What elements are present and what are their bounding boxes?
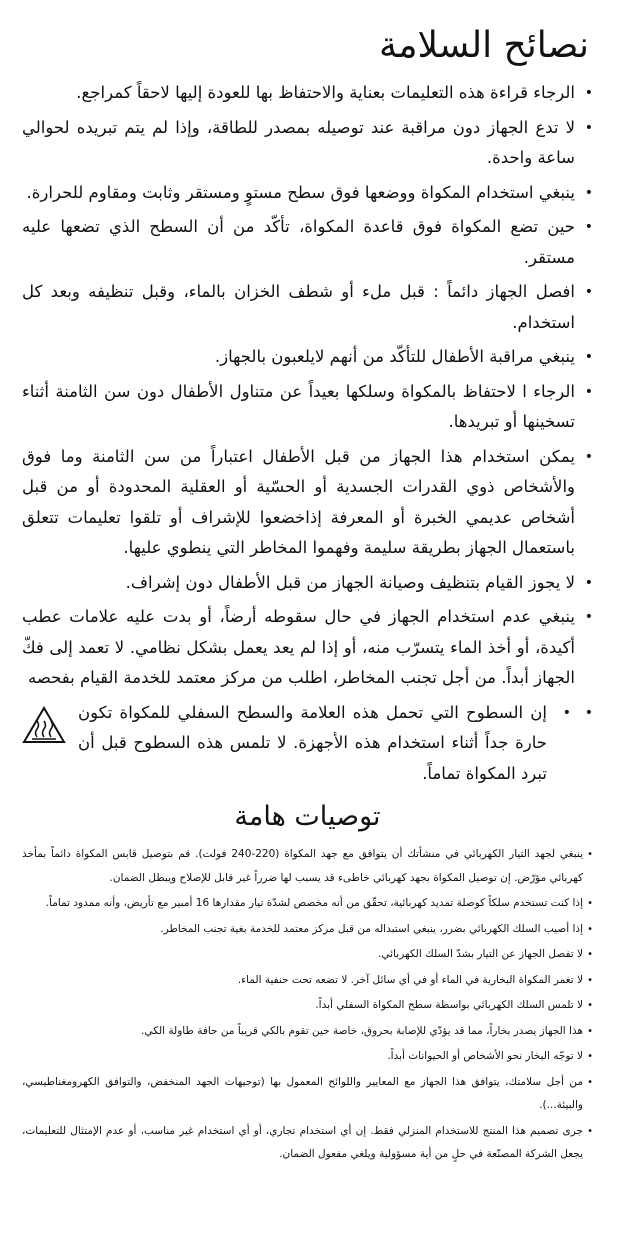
recommendation-item: • لا تلمس السلك الكهربائي بواسطة سطح المكواة السفلي أبداً. [22, 994, 593, 1018]
recommendation-item: • لا تغمر المكواة البخارية في الماء أو في أي سائل آخر. لا تضعه تحت حنفية الماء. [22, 969, 593, 993]
safety-item: • الرجاء قراءة هذه التعليمات بعناية والاحتفاظ بها للعودة إليها لاحقاً كمراجع. [22, 78, 593, 109]
safety-item: • يمكن استخدام هذا الجهاز من قبل الأطفال اعتباراً من سن الثامنة وما فوق والأشخاص ذوي القدرات الجسدية أو الحسّية أو العقلية المحدودة أو من قبل أشخاص عديمي الخبرة أو المعرفة إذاخضعوا للإشراف أو تلقوا تعليمات تتعلق باستعمال الجهاز بطريقة سليمة وفهموا المخاطر التي ينطوي عليها. [22, 442, 593, 564]
safety-item: • لا يجوز القيام بتنظيف وصيانة الجهاز من قبل الأطفال دون إشراف. [22, 568, 593, 599]
safety-item: • لا تدع الجهاز دون مراقبة عند توصيله بمصدر للطاقة، وإذا لم يتم تبريده لحوالي ساعة واحدة. [22, 113, 593, 174]
safety-item: • افصل الجهاز دائماً : قبل ملء أو شطف الخزان بالماء، وقبل تنظيفه وبعد كل استخدام. [22, 277, 593, 338]
hot-surface-text: • • إن السطوح التي تحمل هذه العلامة والسطح السفلي للمكواة تكون حارة جداً أثناء استخدام هذه الأجهزة. لا تلمس هذه السطوح قبل أن تبرد المكواة تماماً. [78, 698, 575, 790]
safety-item: • ينبغي مراقبة الأطفال للتأكّد من أنهم لايلعبون بالجهاز. [22, 342, 593, 373]
recommendation-item: • ينبغي لجهد التيار الكهربائي في منشأتك أن يتوافق مع جهد المكواة (220-240 فولت). قم بتوصيل قابس المكواة دائماً بمأخذ كهربائي مؤرّض. إن توصيل المكواة بجهد كهربائي خاطىء قد يسبب لها ضرراً غير قابل للإصلاح ويبطل الضمان. [22, 843, 593, 890]
recommendation-item: • إذا أصيب السلك الكهربائي بضرر، ينبغي استبداله من قبل مركز معتمد للخدمة بغية تجنب المخاطر. [22, 918, 593, 942]
recommendation-item: • لا تفصل الجهاز عن التيار بشدّ السلك الكهربائي. [22, 943, 593, 967]
recommendation-item: • هذا الجهاز يصدر بخاراً، مما قد يؤدّي للإصابة بحروق، خاصة حين تقوم بالكي قريباً من حافة طاولة الكي. [22, 1020, 593, 1044]
hot-surface-item [22, 698, 593, 790]
safety-title: نصائح السلامة [378, 25, 589, 66]
safety-item: • ينبغي استخدام المكواة ووضعها فوق سطح مستوٍ ومستقر وثابت ومقاوم للحرارة. [22, 178, 593, 209]
recommendations-list [22, 843, 593, 1167]
safety-item: • الرجاء ا لاحتفاظ بالمكواة وسلكها بعيداً عن متناول الأطفال دون سن الثامنة أثناء تسخينها أو تبريدها. [22, 377, 593, 438]
recommendation-item: • من أجل سلامتك، يتوافق هذا الجهاز مع المعايير واللوائح المعمول بها (توجيهات الجهد المنخفض، والتوافق الكهرومغناطيسي، والبيئة...). [22, 1071, 593, 1118]
safety-list [22, 78, 593, 789]
hot-surface-warning-icon [22, 706, 66, 744]
recommendations-title: توصيات هامة [234, 801, 381, 832]
recommendation-item: • إذا كنت تستخدم سلكاً كوصلة تمديد كهربائية، تحقّق من أنه مخصص لشدّة تيار مقدارها 16 أمبير مع تأريض، وأنه ممدود تماماً. [22, 892, 593, 916]
safety-item: • حين تضع المكواة فوق قاعدة المكواة، تأكّد من أن السطح الذي تضعها عليه مستقر. [22, 212, 593, 273]
recommendation-item: • جرى تصميم هذا المنتج للاستخدام المنزلي فقط. إن أي استخدام تجاري، أو أي استخدام غير مناسب، أو عدم الإمتثال للتعليمات، يجعل الشركة المصنّعة في حلٍ من أية مسؤولية ويلغي مفعول الضمان. [22, 1120, 593, 1167]
safety-item: • ينبغي عدم استخدام الجهاز في حال سقوطه أرضاً، أو بدت عليه علامات عطب أكيدة، أو أخذ الماء يتسرّب منه، أو إذا لم يعد يعمل بشكل نظامي. لا تعمد إلى فكّ الجهاز أبداً. من أجل تجنب المخاطر، اطلب من مركز معتمد للخدمة القيام بفحصه [22, 602, 593, 694]
recommendation-item: • لا توجّه البخار نحو الأشخاص أو الحيوانات أبداً. [22, 1045, 593, 1069]
